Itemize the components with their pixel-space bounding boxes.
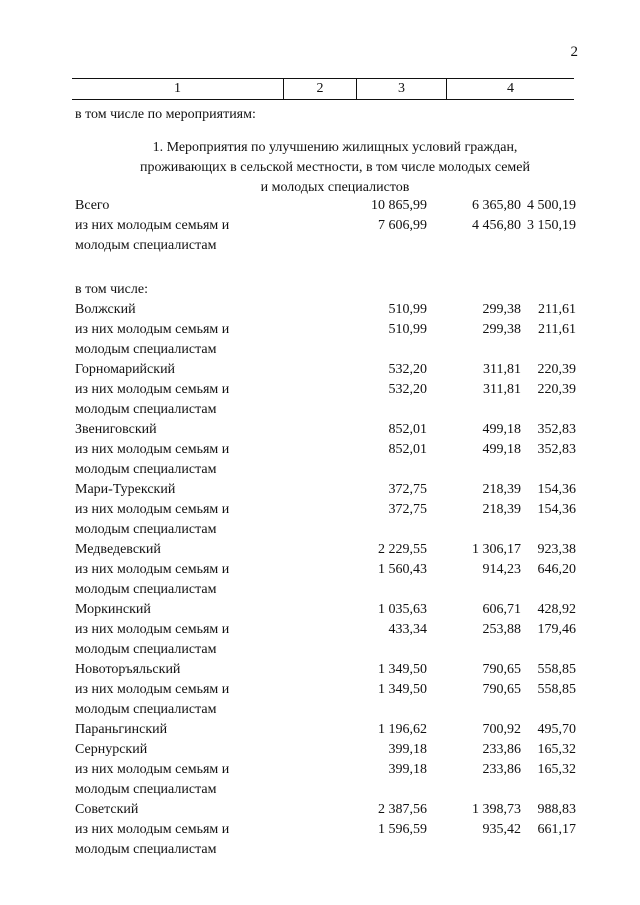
column-header-1: 1: [72, 79, 284, 99]
row-label: молодым специалистам: [75, 522, 217, 537]
cell-col-4: 495,70: [537, 722, 576, 737]
table-row: [75, 236, 575, 256]
row-label: из них молодым семьям и: [75, 382, 230, 397]
table-row: [75, 600, 575, 620]
cell-col-4: 558,85: [537, 662, 576, 677]
row-label: из них молодым семьям и: [75, 762, 230, 777]
table-row: [75, 680, 575, 700]
cell-col-3: 299,38: [482, 302, 521, 317]
table-row: [75, 340, 575, 360]
cell-col-2: 372,75: [388, 482, 427, 497]
cell-col-2: 7 606,99: [378, 218, 427, 233]
row-label: Волжский: [75, 302, 136, 317]
table-row: [75, 360, 575, 380]
row-label: из них молодым семьям и: [75, 502, 230, 517]
cell-col-2: 433,34: [388, 622, 427, 637]
cell-col-2: 532,20: [388, 382, 427, 397]
table-row: [75, 460, 575, 480]
cell-col-2: 852,01: [388, 442, 427, 457]
table-row: [75, 216, 575, 236]
table-row: [75, 440, 575, 460]
row-label: Горномарийский: [75, 362, 176, 377]
row-label: в том числе:: [75, 282, 148, 297]
cell-col-2: 2 387,56: [378, 802, 427, 817]
cell-col-4: 988,83: [537, 802, 576, 817]
cell-col-4: 428,92: [537, 602, 576, 617]
cell-col-4: 154,36: [537, 502, 576, 517]
row-label: молодым специалистам: [75, 582, 217, 597]
table-row: [75, 400, 575, 420]
row-label: из них молодым семьям и: [75, 822, 230, 837]
table-row: [75, 640, 575, 660]
cell-col-2: 510,99: [388, 302, 427, 317]
data-table: [75, 196, 575, 860]
table-row: [75, 560, 575, 580]
cell-col-3: 233,86: [482, 762, 521, 777]
cell-col-2: 10 865,99: [371, 198, 427, 213]
table-row: [75, 740, 575, 760]
cell-col-2: 1 349,50: [378, 682, 427, 697]
cell-col-4: 220,39: [537, 362, 576, 377]
row-spacer: [75, 256, 575, 280]
cell-col-4: 4 500,19: [527, 198, 576, 213]
cell-col-3: 311,81: [483, 362, 521, 377]
cell-col-2: 1 035,63: [378, 602, 427, 617]
table-row: [75, 620, 575, 640]
section-heading-line-2: проживающих в сельской местности, в том числе молодых семей: [139, 160, 530, 175]
cell-col-3: 935,42: [482, 822, 521, 837]
cell-col-3: 233,86: [482, 742, 521, 757]
cell-col-3: 1 306,17: [472, 542, 521, 557]
cell-col-2: 2 229,55: [378, 542, 427, 557]
row-label: молодым специалистам: [75, 402, 217, 417]
cell-col-2: 1 349,50: [378, 662, 427, 677]
row-label: Мари-Турекский: [75, 482, 176, 497]
column-header-2: 2: [284, 79, 357, 99]
table-row: [75, 580, 575, 600]
page-number: 2: [570, 44, 578, 60]
cell-col-3: 914,23: [482, 562, 521, 577]
table-row: [75, 820, 575, 840]
row-label: Сернурский: [75, 742, 148, 757]
table-row: [75, 480, 575, 500]
table-row: [75, 320, 575, 340]
cell-col-4: 646,20: [537, 562, 576, 577]
cell-col-3: 6 365,80: [472, 198, 521, 213]
cell-col-2: 1 560,43: [378, 562, 427, 577]
section-heading-line-1: 1. Мероприятия по улучшению жилищных условий граждан,: [152, 140, 518, 155]
cell-col-3: 499,18: [482, 442, 521, 457]
cell-col-4: 211,61: [538, 322, 576, 337]
table-row: [75, 660, 575, 680]
row-label: молодым специалистам: [75, 842, 217, 857]
row-label: из них молодым семьям и: [75, 218, 230, 233]
cell-col-3: 1 398,73: [472, 802, 521, 817]
table-row: [75, 280, 575, 300]
row-label: молодым специалистам: [75, 642, 217, 657]
table-row: [75, 840, 575, 860]
cell-col-2: 1 596,59: [378, 822, 427, 837]
cell-col-4: 558,85: [537, 682, 576, 697]
intro-text: в том числе по мероприятиям:: [75, 107, 256, 122]
section-heading-line-3: и молодых специалистов: [260, 180, 410, 195]
row-label: молодым специалистам: [75, 782, 217, 797]
cell-col-2: 1 196,62: [378, 722, 427, 737]
cell-col-3: 700,92: [482, 722, 521, 737]
table-row: [75, 720, 575, 740]
table-row: [75, 500, 575, 520]
section-heading: [72, 138, 598, 198]
cell-col-2: 532,20: [388, 362, 427, 377]
cell-col-4: 165,32: [537, 742, 576, 757]
cell-col-2: 399,18: [388, 762, 427, 777]
row-label: из них молодым семьям и: [75, 682, 230, 697]
row-label: из них молодым семьям и: [75, 622, 230, 637]
cell-col-3: 790,65: [482, 662, 521, 677]
row-label: Новоторъяльский: [75, 662, 181, 677]
cell-col-4: 661,17: [537, 822, 576, 837]
table-row: [75, 800, 575, 820]
table-row: [75, 780, 575, 800]
table-row: [75, 380, 575, 400]
row-label: Параньгинский: [75, 722, 168, 737]
row-label: Медведевский: [75, 542, 161, 557]
row-label: молодым специалистам: [75, 342, 217, 357]
cell-col-4: 352,83: [537, 422, 576, 437]
table-row: [75, 540, 575, 560]
table-row: [75, 760, 575, 780]
row-label: из них молодым семьям и: [75, 322, 230, 337]
cell-col-2: 399,18: [388, 742, 427, 757]
row-label: из них молодым семьям и: [75, 442, 230, 457]
cell-col-3: 218,39: [482, 502, 521, 517]
cell-col-3: 606,71: [482, 602, 521, 617]
cell-col-3: 253,88: [482, 622, 521, 637]
table-row: [75, 420, 575, 440]
cell-col-3: 4 456,80: [472, 218, 521, 233]
row-label: молодым специалистам: [75, 238, 217, 253]
table-row: [75, 196, 575, 216]
row-label: Моркинский: [75, 602, 151, 617]
table-row: [75, 520, 575, 540]
cell-col-4: 179,46: [537, 622, 576, 637]
cell-col-3: 311,81: [483, 382, 521, 397]
column-header-3: 3: [357, 79, 447, 99]
row-label: Всего: [75, 198, 110, 213]
row-label: Советский: [75, 802, 139, 817]
row-label: Звениговский: [75, 422, 157, 437]
cell-col-3: 790,65: [482, 682, 521, 697]
cell-col-4: 923,38: [537, 542, 576, 557]
row-label: молодым специалистам: [75, 462, 217, 477]
cell-col-3: 299,38: [482, 322, 521, 337]
cell-col-4: 211,61: [538, 302, 576, 317]
cell-col-4: 3 150,19: [527, 218, 576, 233]
cell-col-4: 154,36: [537, 482, 576, 497]
cell-col-4: 220,39: [537, 382, 576, 397]
cell-col-4: 352,83: [537, 442, 576, 457]
row-label: из них молодым семьям и: [75, 562, 230, 577]
cell-col-2: 510,99: [388, 322, 427, 337]
cell-col-3: 218,39: [482, 482, 521, 497]
table-row: [75, 300, 575, 320]
cell-col-2: 372,75: [388, 502, 427, 517]
column-header-4: 4: [507, 81, 514, 96]
table-row: [75, 700, 575, 720]
cell-col-4: 165,32: [537, 762, 576, 777]
row-label: молодым специалистам: [75, 702, 217, 717]
column-number-header: [72, 78, 574, 100]
cell-col-2: 852,01: [388, 422, 427, 437]
cell-col-3: 499,18: [482, 422, 521, 437]
